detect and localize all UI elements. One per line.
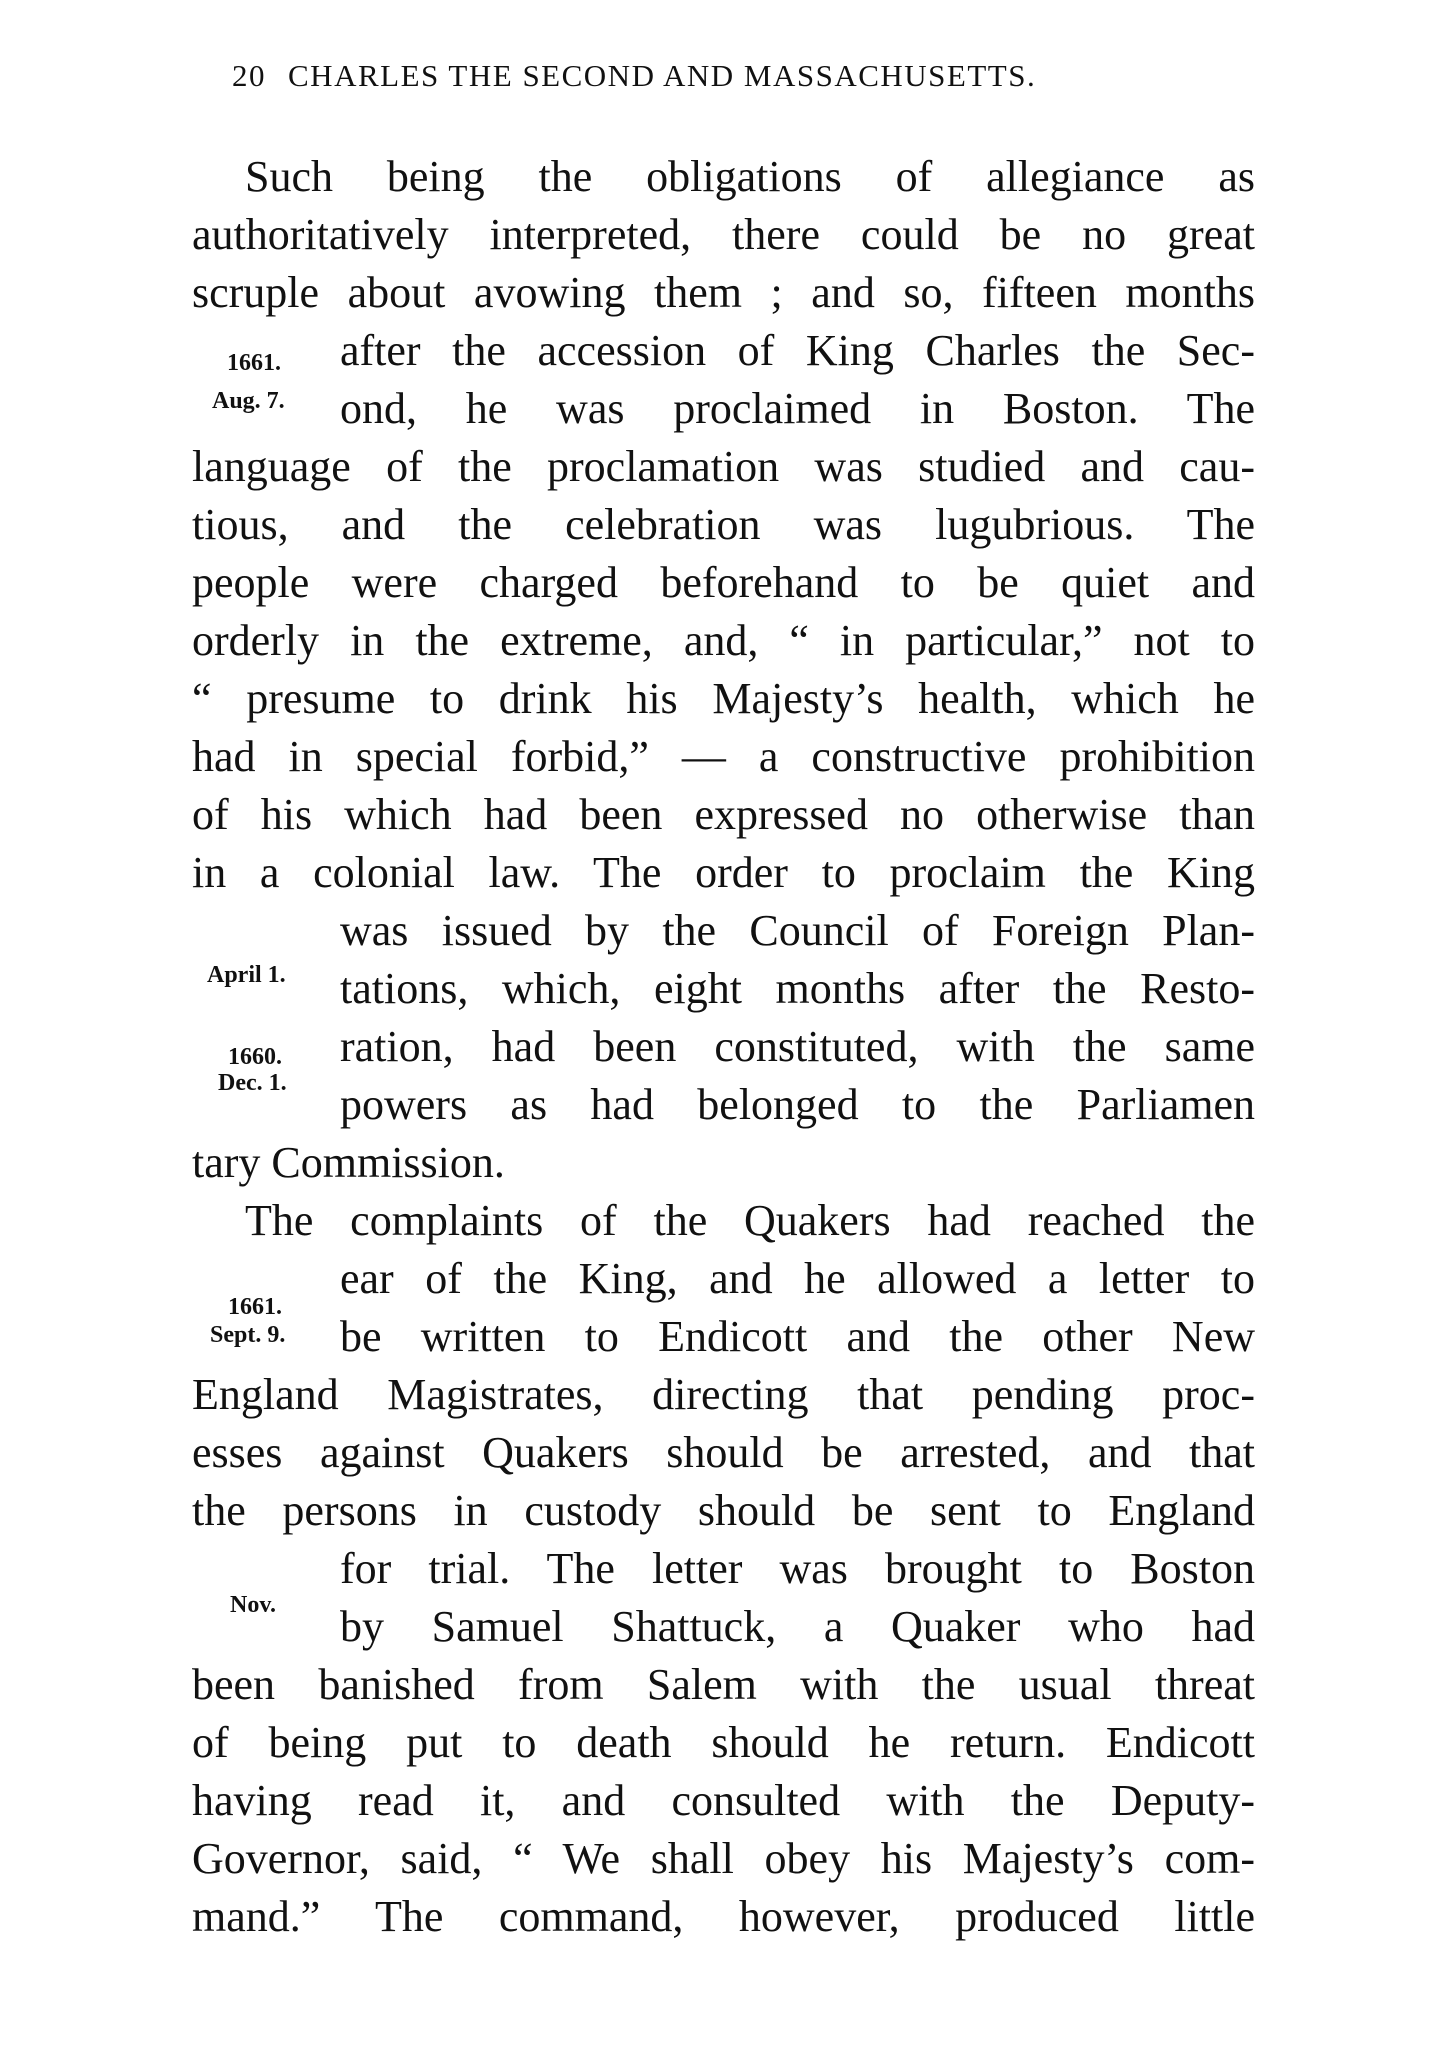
margin-note-date: Nov. (230, 1592, 277, 1618)
text-line: had in special forbid,” — a constructive prohibition (192, 732, 1255, 781)
text-line: tations, which, eight months after the Resto- (340, 964, 1255, 1013)
text-line: after the accession of King Charles the Sec- (340, 326, 1255, 375)
text-line: the persons in custody should be sent to England (192, 1486, 1255, 1535)
margin-note-year: 1661. (227, 350, 281, 376)
text-line: people were charged beforehand to be quiet and (192, 558, 1255, 607)
margin-note-year: 1660. (228, 1044, 282, 1070)
text-line: England Magistrates, directing that pending proc- (192, 1370, 1255, 1419)
text-line: by Samuel Shattuck, a Quaker who had (340, 1602, 1255, 1651)
text-line: for trial. The letter was brought to Boston (340, 1544, 1255, 1593)
margin-note-year: 1661. (228, 1294, 282, 1320)
text-line: ond, he was proclaimed in Boston. The (340, 384, 1255, 433)
text-line: authoritatively interpreted, there could be no great (192, 210, 1255, 259)
text-line: of being put to death should he return. Endicott (192, 1718, 1255, 1767)
text-line: The complaints of the Quakers had reached the (245, 1196, 1255, 1245)
text-line: tary Commission. (192, 1138, 505, 1187)
margin-note-date: Sept. 9. (210, 1322, 286, 1348)
margin-note-date: Dec. 1. (218, 1070, 287, 1096)
text-line: “ presume to drink his Majesty’s health, which he (192, 674, 1255, 723)
text-line: having read it, and consulted with the Deputy- (192, 1776, 1255, 1825)
text-line: been banished from Salem with the usual threat (192, 1660, 1255, 1709)
running-header (232, 58, 1036, 94)
text-line: in a colonial law. The order to proclaim the King (192, 848, 1255, 897)
text-line: powers as had belonged to the Parliamen (340, 1080, 1255, 1129)
text-line: esses against Quakers should be arrested, and that (192, 1428, 1255, 1477)
text-line: was issued by the Council of Foreign Plan- (340, 906, 1255, 955)
page-number: 20 (232, 58, 266, 93)
text-line: orderly in the extreme, and, “ in particular,” not to (192, 616, 1255, 665)
text-line: of his which had been expressed no otherwise than (192, 790, 1255, 839)
text-line: ear of the King, and he allowed a letter to (340, 1254, 1255, 1303)
text-line: Such being the obligations of allegiance as (245, 152, 1255, 201)
text-line: Governor, said, “ We shall obey his Majesty’s com- (192, 1834, 1255, 1883)
margin-note-date: Aug. 7. (212, 388, 285, 414)
margin-note-date: April 1. (207, 962, 286, 988)
text-line: language of the proclamation was studied and cau- (192, 442, 1255, 491)
text-line: be written to Endicott and the other New (340, 1312, 1255, 1361)
text-line: tious, and the celebration was lugubrious. The (192, 500, 1255, 549)
text-line: ration, had been constituted, with the same (340, 1022, 1255, 1071)
running-title: CHARLES THE SECOND AND MASSACHUSETTS. (288, 58, 1037, 93)
text-line: mand.” The command, however, produced little (192, 1892, 1255, 1941)
text-line: scruple about avowing them ; and so, fifteen months (192, 268, 1255, 317)
